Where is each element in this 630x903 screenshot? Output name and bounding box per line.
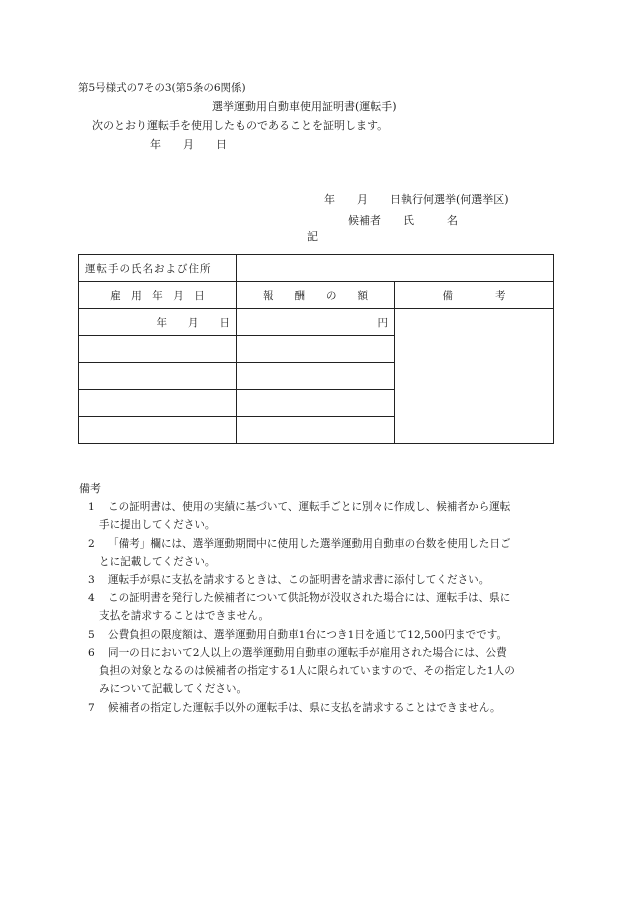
note-number: 1 <box>88 501 95 513</box>
note-continuation: とに記載してください。 <box>99 556 216 568</box>
note-text: この証明書を発行した候補者について供託物が没収された場合には、運転手は、県に <box>108 592 511 604</box>
note-item <box>88 589 548 625</box>
intro-text: 次のとおり運転手を使用したものであることを証明します。 <box>92 119 389 132</box>
note-number: 2 <box>88 538 95 550</box>
hire-date-cell[interactable] <box>79 363 237 390</box>
driver-label-cell <box>79 255 237 282</box>
hire-date-header: 雇 用 年 月 日 <box>79 282 237 309</box>
usage-table <box>78 254 554 444</box>
yen-unit: 円 <box>377 316 388 329</box>
pay-cell[interactable] <box>237 363 395 390</box>
note-continuation: 負担の対象となるのは候補者の指定する1人に限られていますので、その指定した1人の <box>99 665 515 677</box>
note-text: この証明書は、使用の実績に基づいて、運転手ごとに別々に作成し、候補者から運転 <box>108 501 511 513</box>
pay-header: 報 酬 の 額 <box>237 282 395 309</box>
hire-date-cell[interactable] <box>79 417 237 444</box>
pay-cell[interactable] <box>237 417 395 444</box>
hire-date-cell[interactable] <box>79 390 237 417</box>
note-continuation: みについて記載してください。 <box>99 683 248 695</box>
hire-date-cell[interactable] <box>79 309 237 336</box>
hire-date-cell[interactable] <box>79 336 237 363</box>
note-number: 4 <box>88 592 95 604</box>
note-text: 「備考」欄には、選挙運動期間中に使用した選挙運動用自動車の台数を使用した日ご <box>108 538 511 550</box>
note-text: 同一の日において2人以上の選挙運動用自動車の運転手が雇用された場合には、公費 <box>108 647 507 659</box>
driver-label: 運転手の氏名および住所 <box>85 262 212 275</box>
remarks-cell[interactable] <box>395 309 554 444</box>
note-number: 6 <box>88 647 95 659</box>
note-item <box>88 498 548 534</box>
note-item <box>88 699 548 717</box>
note-continuation: 支払を請求することはできません。 <box>99 610 270 622</box>
document-title: 選挙運動用自動車使用証明書(運転手) <box>212 100 397 113</box>
remarks-header: 備 考 <box>395 282 554 309</box>
form-number: 第5号様式の7その3(第5条の6関係) <box>78 82 246 94</box>
pay-cell[interactable] <box>237 390 395 417</box>
note-text: 運転手が県に支払を請求するときは、この証明書を請求書に添付してください。 <box>108 574 490 586</box>
election-line: 年 月 日執行何選挙(何選挙区) <box>324 193 509 206</box>
driver-value-cell[interactable] <box>237 255 554 282</box>
note-text: 公費負担の限度額は、選挙運動用自動車1台につき1日を通じて12,500円までです。 <box>108 629 508 641</box>
note-item <box>88 571 548 589</box>
note-item <box>88 626 548 644</box>
note-number: 7 <box>88 702 95 714</box>
note-number: 5 <box>88 629 95 641</box>
note-text: 候補者の指定した運転手以外の運転手は、県に支払を請求することはできません。 <box>108 702 501 714</box>
note-item <box>88 644 548 698</box>
pay-cell[interactable] <box>237 336 395 363</box>
ki-mark: 記 <box>307 230 318 243</box>
note-number: 3 <box>88 574 95 586</box>
notes-heading: 備考 <box>79 482 101 495</box>
note-item <box>88 535 548 571</box>
note-continuation: 手に提出してください。 <box>99 519 216 531</box>
hire-date-placeholder: 年 月 日 <box>156 316 230 329</box>
pay-cell[interactable] <box>237 309 395 336</box>
candidate-name-line: 候補者 氏 名 <box>348 214 458 227</box>
certification-date: 年 月 日 <box>150 138 227 151</box>
